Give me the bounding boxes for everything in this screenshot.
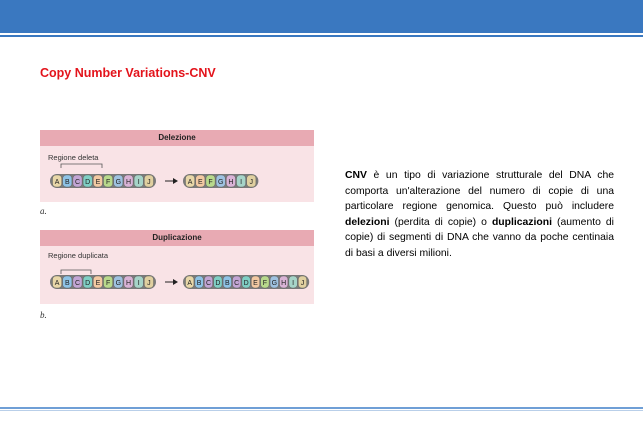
segment-label-i: I [292, 280, 295, 287]
segment-label-h: H [281, 280, 287, 287]
segment-label-f: F [105, 179, 111, 186]
segment-label-d: D [243, 280, 249, 287]
segment-label-g: G [115, 280, 122, 287]
deletion-header: Delezione [40, 130, 314, 146]
segment-label-b: B [224, 280, 230, 287]
slide-title: Copy Number Variations-CNV [40, 66, 216, 80]
segment-label-c: C [234, 280, 240, 287]
segment-label-b: B [64, 179, 70, 186]
duplication-diagram [40, 230, 314, 304]
duplication-header: Duplicazione [40, 230, 314, 246]
segment-label-i: I [137, 179, 140, 186]
panel-letter-b: b. [40, 310, 47, 320]
text-part-2: (perdita di copie) o [389, 216, 492, 228]
segment-label-d: D [85, 179, 91, 186]
header-bar [0, 0, 643, 33]
cnv-description [345, 168, 614, 262]
segment-label-d: D [85, 280, 91, 287]
text-part-3: (aumento di copie) di segmenti di DNA che vanno da poche centinaia di basi a diversi milioni. [345, 216, 614, 259]
segment-label-f: F [105, 280, 111, 287]
segment-label-c: C [74, 179, 81, 186]
segment-label-g: G [271, 280, 278, 287]
segment-label-f: F [262, 280, 268, 287]
footer-rule-thin [0, 410, 643, 411]
segment-label-a: A [187, 280, 193, 287]
segment-label-e: E [95, 179, 101, 186]
deletion-diagram [40, 130, 314, 202]
deletion-before-strand [50, 174, 156, 188]
deletion-region-label: Regione deleta [48, 153, 99, 162]
segment-label-j: J [249, 179, 254, 186]
segment-label-h: H [125, 179, 132, 186]
segment-label-e: E [253, 280, 258, 287]
segment-label-a: A [54, 280, 60, 287]
segment-label-e: E [197, 179, 203, 186]
duplication-panel [40, 230, 314, 304]
text-part-1: è un tipo di variazione strutturale del DNA che comporta un'alterazione del numero di copie di una particolare regione genomica. Questo può includere [345, 170, 614, 213]
segment-label-c: C [205, 280, 212, 287]
segment-label-d: D [215, 280, 221, 287]
duplication-after-strand [183, 275, 309, 289]
term-cnv: CNV [345, 170, 367, 181]
segment-label-j: J [300, 280, 305, 287]
duplication-before-strand [50, 275, 156, 289]
duplication-bracket [61, 270, 91, 274]
segment-label-j: J [147, 280, 151, 287]
duplication-arrow [165, 279, 178, 285]
segment-label-c: C [74, 280, 81, 287]
segment-label-g: G [217, 179, 224, 186]
term-duplicazioni: duplicazioni [491, 216, 552, 228]
duplication-region-label: Regione duplicata [48, 251, 109, 260]
segment-label-h: H [125, 280, 132, 287]
segment-label-g: G [115, 179, 122, 186]
segment-label-f: F [208, 179, 213, 186]
segment-label-i: I [137, 280, 140, 287]
footer-rule [0, 407, 643, 409]
segment-label-a: A [54, 179, 60, 186]
deletion-after-strand [183, 174, 258, 188]
panel-letter-a: a. [40, 206, 47, 216]
segment-label-e: E [95, 280, 101, 287]
deletion-panel [40, 130, 314, 202]
segment-label-a: A [187, 179, 193, 186]
segment-label-b: B [64, 280, 70, 287]
header-rule [0, 35, 643, 37]
term-delezioni: delezioni [345, 216, 390, 228]
segment-label-b: B [196, 280, 202, 287]
segment-label-h: H [228, 179, 234, 186]
deletion-arrow [165, 178, 178, 184]
segment-label-i: I [240, 179, 243, 186]
deletion-bracket [61, 164, 102, 168]
segment-label-j: J [147, 179, 151, 186]
